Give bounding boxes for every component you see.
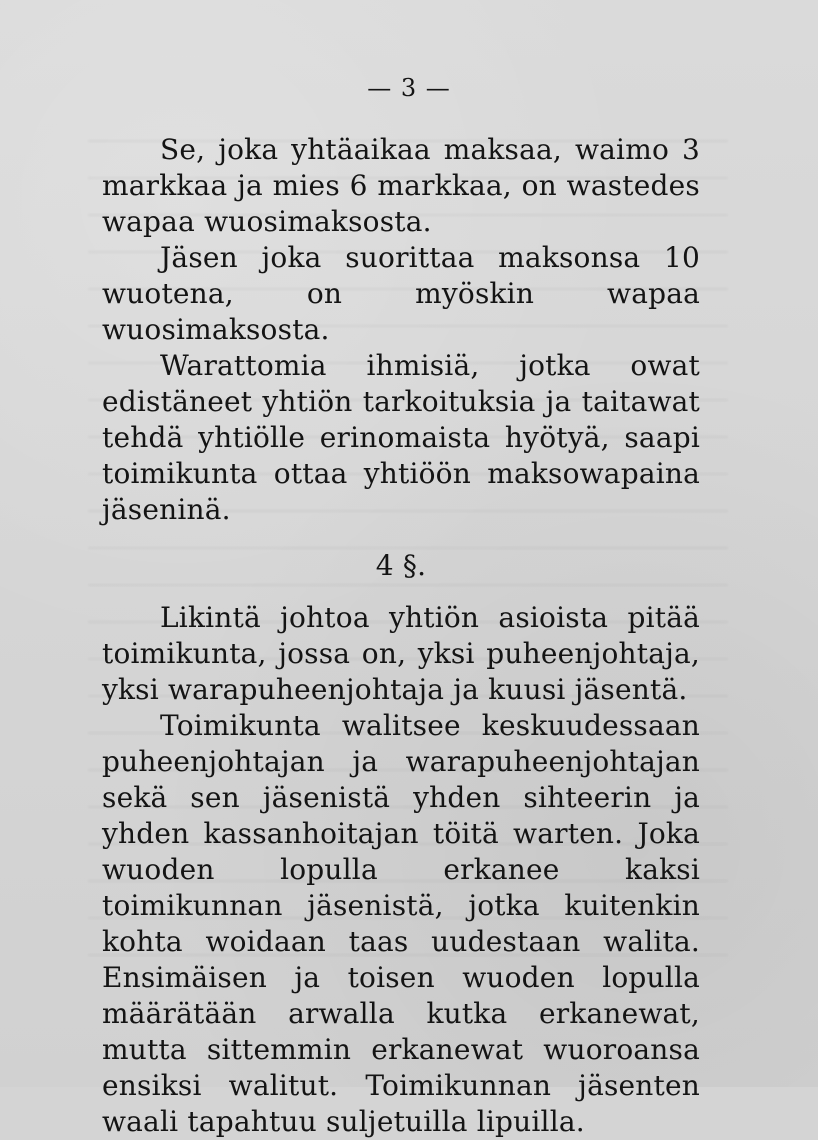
paragraph-membership-payment: Se, joka yhtäaikaa maksaa, waimo 3 markkaa ja mies 6 markkaa, on wastedes wapaa wuosimaksosta. — [102, 133, 700, 238]
paragraph-ten-year-payment: Jäsen joka suorittaa maksonsa 10 wuotena, on myöskin wapaa wuosimaksosta. — [102, 241, 700, 346]
paragraph-board-elections: Toimikunta walitsee keskuudessaan puheenjohtajan ja warapuheenjohtajan sekä sen jäsenistä yhden sihteerin ja yhden kassanhoitajan töitä warten. Joka wuoden lopulla erkanee kaksi toimikunnan jäsenistä, jotka kuitenkin kohta woidaan taas uudestaan walita. Ensimäisen ja toisen wuoden lopulla määrätään arwalla kutka erkanewat, mutta sittemmin erkanewat wuoroansa ensiksi walitut. Toimikunnan jäsenten waali tapahtuu suljetuilla lipuilla. — [102, 709, 700, 1138]
document-body — [102, 132, 700, 1140]
paragraph-board-composition: Likintä johtoa yhtiön asioista pitää toimikunta, jossa on, yksi puheenjohtaja, yksi warapuheenjohtaja ja kuusi jäsentä. — [102, 601, 700, 706]
page-number: — 3 — — [367, 74, 451, 102]
section-heading: 4 §. — [375, 549, 427, 582]
paragraph-free-members: Warattomia ihmisiä, jotka owat edistäneet yhtiön tarkoituksia ja taitawat tehdä yhtiölle erinomaista hyötyä, saapi toimikunta ottaa yhtiöön maksowapaina jäseninä. — [102, 349, 700, 526]
